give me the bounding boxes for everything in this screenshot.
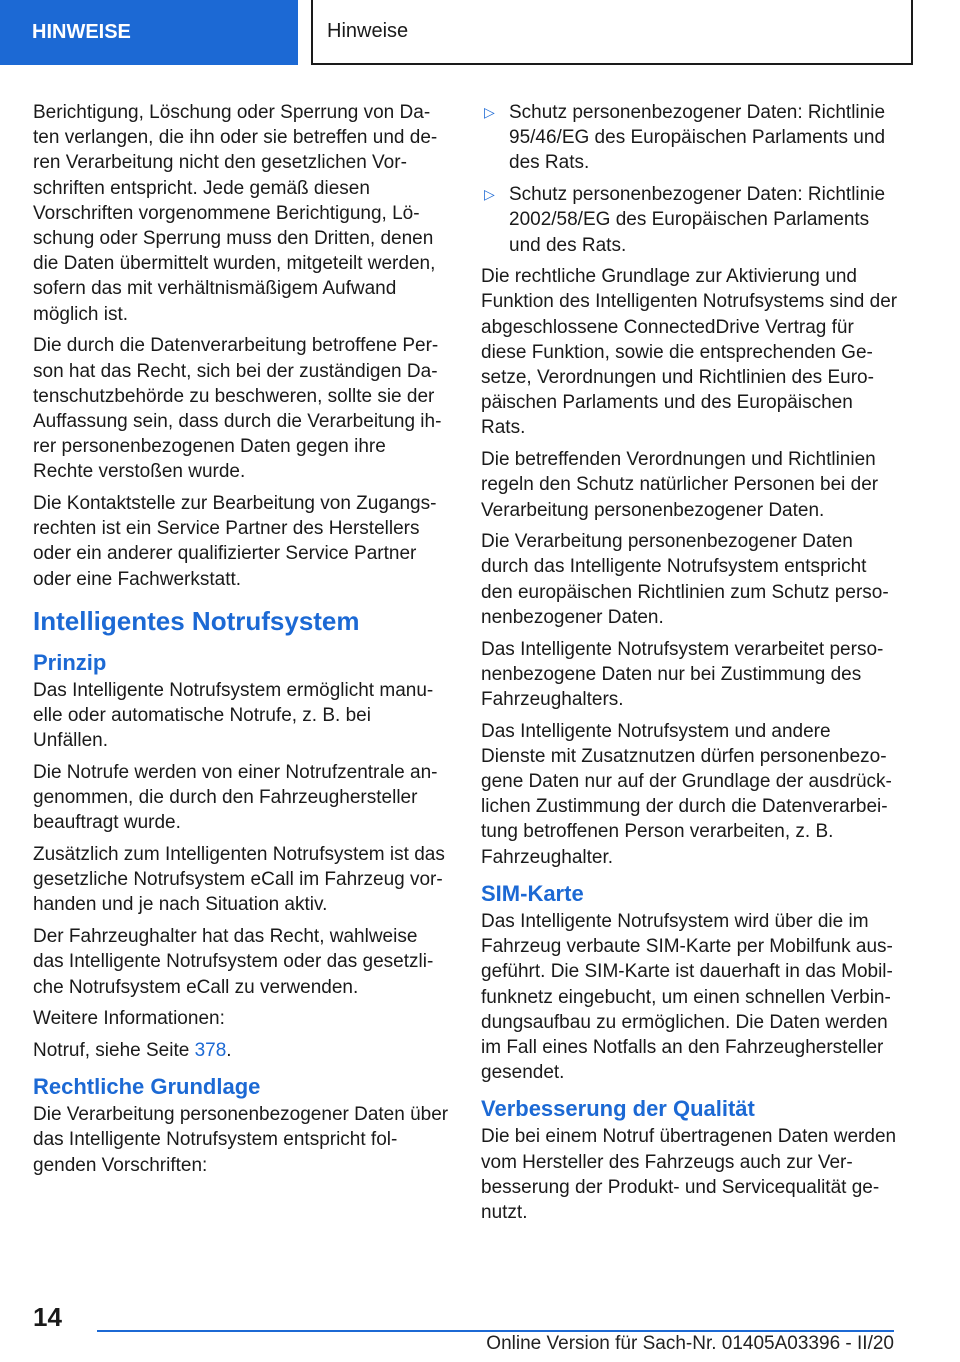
paragraph: Berichtigung, Löschung oder Sperrung von Daten verlangen, die ihn oder sie betreffen und deren Verarbeitung nicht den gesetzlichen Vorschriften entspricht. Jede gemäß diesen Vorschriften vorgenommene Berichtigung, Löschung oder Sperrung muss den Dritten, denen die Daten übermittelt wurden, mitgeteilt werden, sofern das mit verhältnismäßigem Aufwand möglich ist. [33,102,438,325]
reference-text: Notruf, siehe Seite [33,1040,195,1061]
footer-divider [97,1330,894,1332]
heading-rechtliche-grundlage: Rechtliche Grundlage [33,1074,261,1100]
chapter-tab [0,0,298,65]
section-title: Hinweise [327,20,409,42]
paragraph: Das Intelligente Notrufsystem ermöglicht manuelle oder automatische Notrufe, z. B. bei Unfällen. [33,679,434,752]
paragraph: Die Notrufe werden von einer Notrufzentrale angenommen, die durch den Fahrzeughersteller beauftragt wurde. [33,761,438,834]
paragraph: Das Intelligente Notrufsystem verarbeitet personenbezogene Daten nur bei Zustimmung des Fahrzeughalters. [481,638,884,710]
paragraph: Die betreffenden Verordnungen und Richtlinien regeln den Schutz natürlicher Personen bei der Verarbeitung personenbezogener Daten. [481,449,879,521]
paragraph: Weitere Informationen: [33,1008,225,1030]
paragraph: Der Fahrzeughalter hat das Recht, wahlweise das Intelligente Notrufsystem oder das gesetzliche Notrufsystem eCall zu verwenden. [33,926,434,998]
left-column [33,100,449,1184]
paragraph: Die rechtliche Grundlage zur Aktivierung und Funktion des Intelligenten Notrufsystems sind der abgeschlossene ConnectedDrive Vertrag für diese Funktion, sowie die entsprechenden Gesetze, Verordnungen und Richtlinien des Europäischen Parlaments und des Europäischen Rats. [481,266,898,439]
paragraph: Das Intelligente Notrufsystem wird über die im Fahrzeug verbaute SIM-Karte per Mobilfunk ausgeführt. Die SIM-Karte ist dauerhaft in das Mobilfunknetz eingebucht, um einen schnellen Verbindungsaufbau zu ermöglichen. Die Daten werden im Fall eines Notfalls an den Fahrzeughersteller gesendet. [481,910,893,1084]
heading-verbesserung-der-qualitaet: Verbesserung der Qualität [481,1096,755,1122]
triangle-bullet-icon: ▷ [484,186,495,203]
page-link[interactable]: 378 [194,1040,227,1061]
heading-sim-karte: SIM-Karte [481,880,584,906]
paragraph: Die durch die Datenverarbeitung betroffene Person hat das Recht, sich bei der zuständigen Datenschutzbehörde zu beschweren, sollte sie der Auffassung sein, dass durch die Verarbeitung ihrer personenbezogenen Daten gegen ihre Rechte verstoßen wurde. [33,335,442,483]
paragraph: Zusätzlich zum Intelligenten Notrufsystem ist das gesetzliche Notrufsystem eCall im Fahrzeug vorhanden und je nach Situation aktiv. [33,844,445,916]
triangle-bullet-icon: ▷ [484,104,495,120]
paragraph: Die Verarbeitung personenbezogener Daten über das Intelligente Notrufsystem entspricht folgenden Vorschriften: [33,1104,449,1176]
footer-online-version: Online Version für Sach-Nr. 01405A03396 - II/20 [486,1333,894,1354]
list-item-text: Schutz personenbezogener Daten: Richtlinie 2002/58/EG des Europäischen Parlaments und des Rats. [509,184,886,256]
list-item-text: Schutz personenbezogener Daten: Richtlinie 95/46/EG des Europäischen Parlaments und des Rats. [509,102,886,174]
section-header [311,0,913,65]
paragraph: Das Intelligente Notrufsystem und andere Dienste mit Zusatznutzen dürfen personenbezogene Daten nur auf der Grundlage der ausdrücklichen Zustimmung der durch die Datenverarbeitung betroffenen Person verarbeiten, z. B. Fahrzeughalter. [481,720,892,868]
heading-intelligentes-notrufsystem: Intelligentes Notrufsystem [33,605,360,636]
page-number: 14 [33,1302,62,1332]
paragraph: Die Verarbeitung personenbezogener Daten durch das Intelligente Notrufsystem entspricht den europäischen Richtlinien zum Schutz personenbezogener Daten. [481,531,889,628]
heading-prinzip: Prinzip [33,649,107,675]
paragraph: Die Kontaktstelle zur Bearbeitung von Zugangsrechten ist ein Service Partner des Herstellers oder ein anderer qualifizierter Service Partner oder eine Fachwerkstatt. [33,493,437,590]
chapter-tab-label: HINWEISE [32,21,131,43]
list-item [481,182,899,258]
reference-suffix: . [226,1040,232,1061]
paragraph: Die bei einem Notruf übertragenen Daten werden vom Hersteller des Fahrzeugs auch zur Verbesserung der Produkt- und Servicequalität genutzt. [481,1126,897,1223]
list-item [481,100,899,176]
paragraph-page-reference [33,1038,449,1063]
right-column [481,100,899,1232]
